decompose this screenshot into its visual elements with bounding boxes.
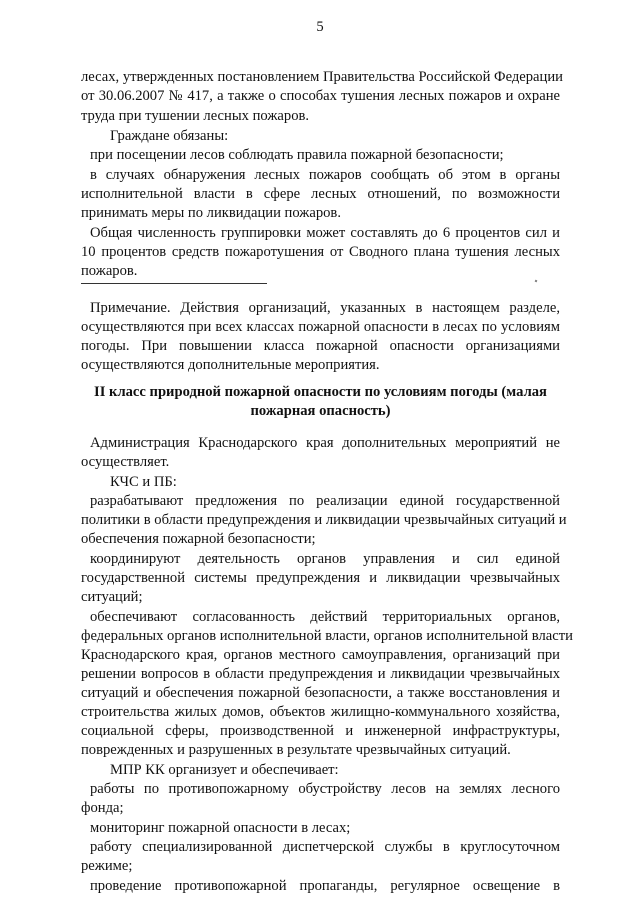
text-line: социальной сферы, производственной и инженерной инфраструктуры, <box>81 723 560 739</box>
text-line: Общая численность группировки может составлять до 6 процентов сил и <box>90 225 560 241</box>
text-line: лесах, утвержденных постановлением Правительства Российской Федерации <box>81 69 563 85</box>
citizens-header: Граждане обязаны: <box>110 128 229 144</box>
text-line: решении вопросов в области предупреждения и ликвидации чрезвычайных <box>81 666 560 682</box>
text-line: режиме; <box>81 858 133 874</box>
text-line: строительства жилых домов, объектов жилищно-коммунального хозяйства, <box>81 704 560 720</box>
text-line: при посещении лесов соблюдать правила пожарной безопасности; <box>90 147 504 163</box>
text-line: работы по противопожарному обустройству лесов на землях лесного <box>90 781 560 797</box>
text-line: разрабатывают предложения по реализации единой государственной <box>90 493 560 509</box>
text-line: политики в области предупреждения и ликвидации чрезвычайных ситуаций и <box>81 512 567 528</box>
text-line: осуществляет. <box>81 454 170 470</box>
kchs-header: КЧС и ПБ: <box>110 474 177 490</box>
text-line: поврежденных и разрушенных в результате чрезвычайных ситуаций. <box>81 742 511 758</box>
footnote-divider <box>81 283 267 284</box>
text-line: Примечание. Действия организаций, указанных в настоящем разделе, <box>90 300 560 316</box>
text-line: от 30.06.2007 № 417, а также о способах тушения лесных пожаров и охране <box>81 88 560 104</box>
mpr-item-monitoring: мониторинг пожарной опасности в лесах; <box>90 820 351 836</box>
text-line: в случаях обнаружения лесных пожаров сообщать об этом в органы <box>90 167 560 183</box>
text-line: координируют деятельность органов управления и сил единой <box>90 551 560 567</box>
text-line: работу специализированной диспетчерской службы в круглосуточном <box>90 839 560 855</box>
text-line: принимать меры по ликвидации пожаров. <box>81 205 341 221</box>
page-number: 5 <box>316 19 324 35</box>
text-line: пожаров. <box>81 263 138 279</box>
text-line: федеральных органов исполнительной власти, органов исполнительной власти <box>81 628 573 644</box>
text-line: государственной системы предупреждения и ликвидации чрезвычайных <box>81 570 560 586</box>
text-line: ситуаций и обеспечения пожарной безопасности, а также восстановления и <box>81 685 560 701</box>
mpr-header: МПР КК организует и обеспечивает: <box>110 762 339 778</box>
text-line: фонда; <box>81 800 124 816</box>
text-line: обеспечивают согласованность действий территориальных органов, <box>90 609 560 625</box>
text-line: осуществляются при всех классах пожарной опасности в лесах по условиям <box>81 319 560 335</box>
text-line: осуществляются дополнительные мероприятия. <box>81 357 380 373</box>
text-line: Администрация Краснодарского края дополнительных мероприятий не <box>90 435 560 451</box>
text-line: ситуаций; <box>81 589 143 605</box>
scan-speck <box>535 280 538 283</box>
text-line: исполнительной власти в сфере лесных отношений, по возможности <box>81 186 560 202</box>
heading-line: II класс природной пожарной опасности по условиям погоды (малая <box>94 384 547 400</box>
mpr-item-propaganda: проведение противопожарной пропаганды, регулярное освещение в <box>90 878 560 894</box>
text-line: обеспечения пожарной безопасности; <box>81 531 316 547</box>
text-line: 10 процентов средств пожаротушения от Сводного плана тушения лесных <box>81 244 560 260</box>
text-line: погоды. При повышении класса пожарной опасности организациями <box>81 338 560 354</box>
heading-line: пожарная опасность) <box>250 403 391 419</box>
text-line: Краснодарского края, органов местного самоуправления, организаций при <box>81 647 560 663</box>
text-line: труда при тушении лесных пожаров. <box>81 108 310 124</box>
